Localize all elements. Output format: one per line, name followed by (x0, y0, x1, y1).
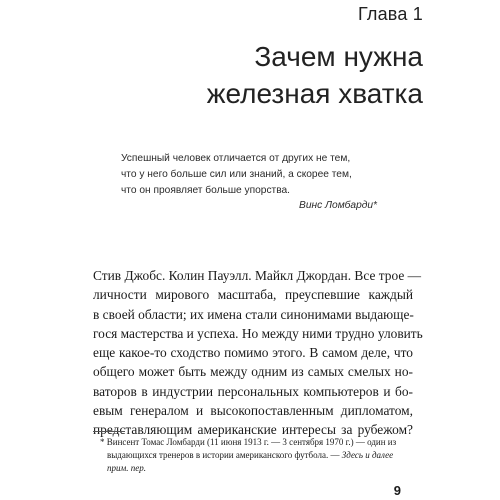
chapter-label: Глава 1 (357, 4, 423, 24)
footnote-text: выдающихся тренеров в истории американского футбола. — (107, 450, 340, 460)
epigraph-quote (121, 151, 401, 199)
footnote-divider (93, 431, 125, 432)
chapter-title (123, 38, 423, 112)
footnote-line: * Винсент Томас Ломбарди (11 июня 1913 г. — 3 сентября 1970 г.) — один из (100, 437, 397, 447)
body-line: представляющим американские интересы за рубежом? (93, 422, 413, 438)
body-line: в своей области; их имена стали синонимами выдающе- (93, 306, 414, 322)
body-line: еще какое-то сходство помимо этого. В самом деле, что (93, 345, 413, 361)
footnote (93, 436, 413, 475)
footnote-line (93, 449, 413, 462)
body-line: общего может быть между одним из самых смелых но- (93, 364, 413, 380)
body-line: личности мирового масштаба, преуспевшие каждый (93, 287, 413, 303)
footnote-italic-text: Здесь и далее (341, 450, 394, 460)
body-line: ваторов в индустрии персональных компьютеров и бо- (93, 383, 413, 399)
body-line: гося мастерства и успеха. Но между ними трудно уловить (93, 325, 423, 341)
epigraph-line: что у него больше сил или знаний, а скорее тем, (121, 169, 352, 180)
page-number: 9 (393, 483, 401, 498)
epigraph-line: что он проявляет больше упорства. (121, 185, 290, 196)
body-line: Стив Джобс. Колин Пауэлл. Майкл Джордан. Все трое — (93, 268, 421, 283)
chapter-title-line-2: железная хватка (206, 78, 423, 109)
chapter-title-line-1: Зачем нужна (254, 41, 423, 72)
epigraph-author: Винс Ломбарди* (299, 200, 377, 211)
footnote-line (93, 462, 413, 475)
epigraph-line: Успешный человек отличается от других не тем, (121, 153, 351, 164)
footnote-italic-text: прим. пер. (107, 463, 146, 473)
body-line: евым генералом и высокопоставленным дипломатом, (93, 403, 413, 419)
body-paragraph (93, 266, 423, 440)
